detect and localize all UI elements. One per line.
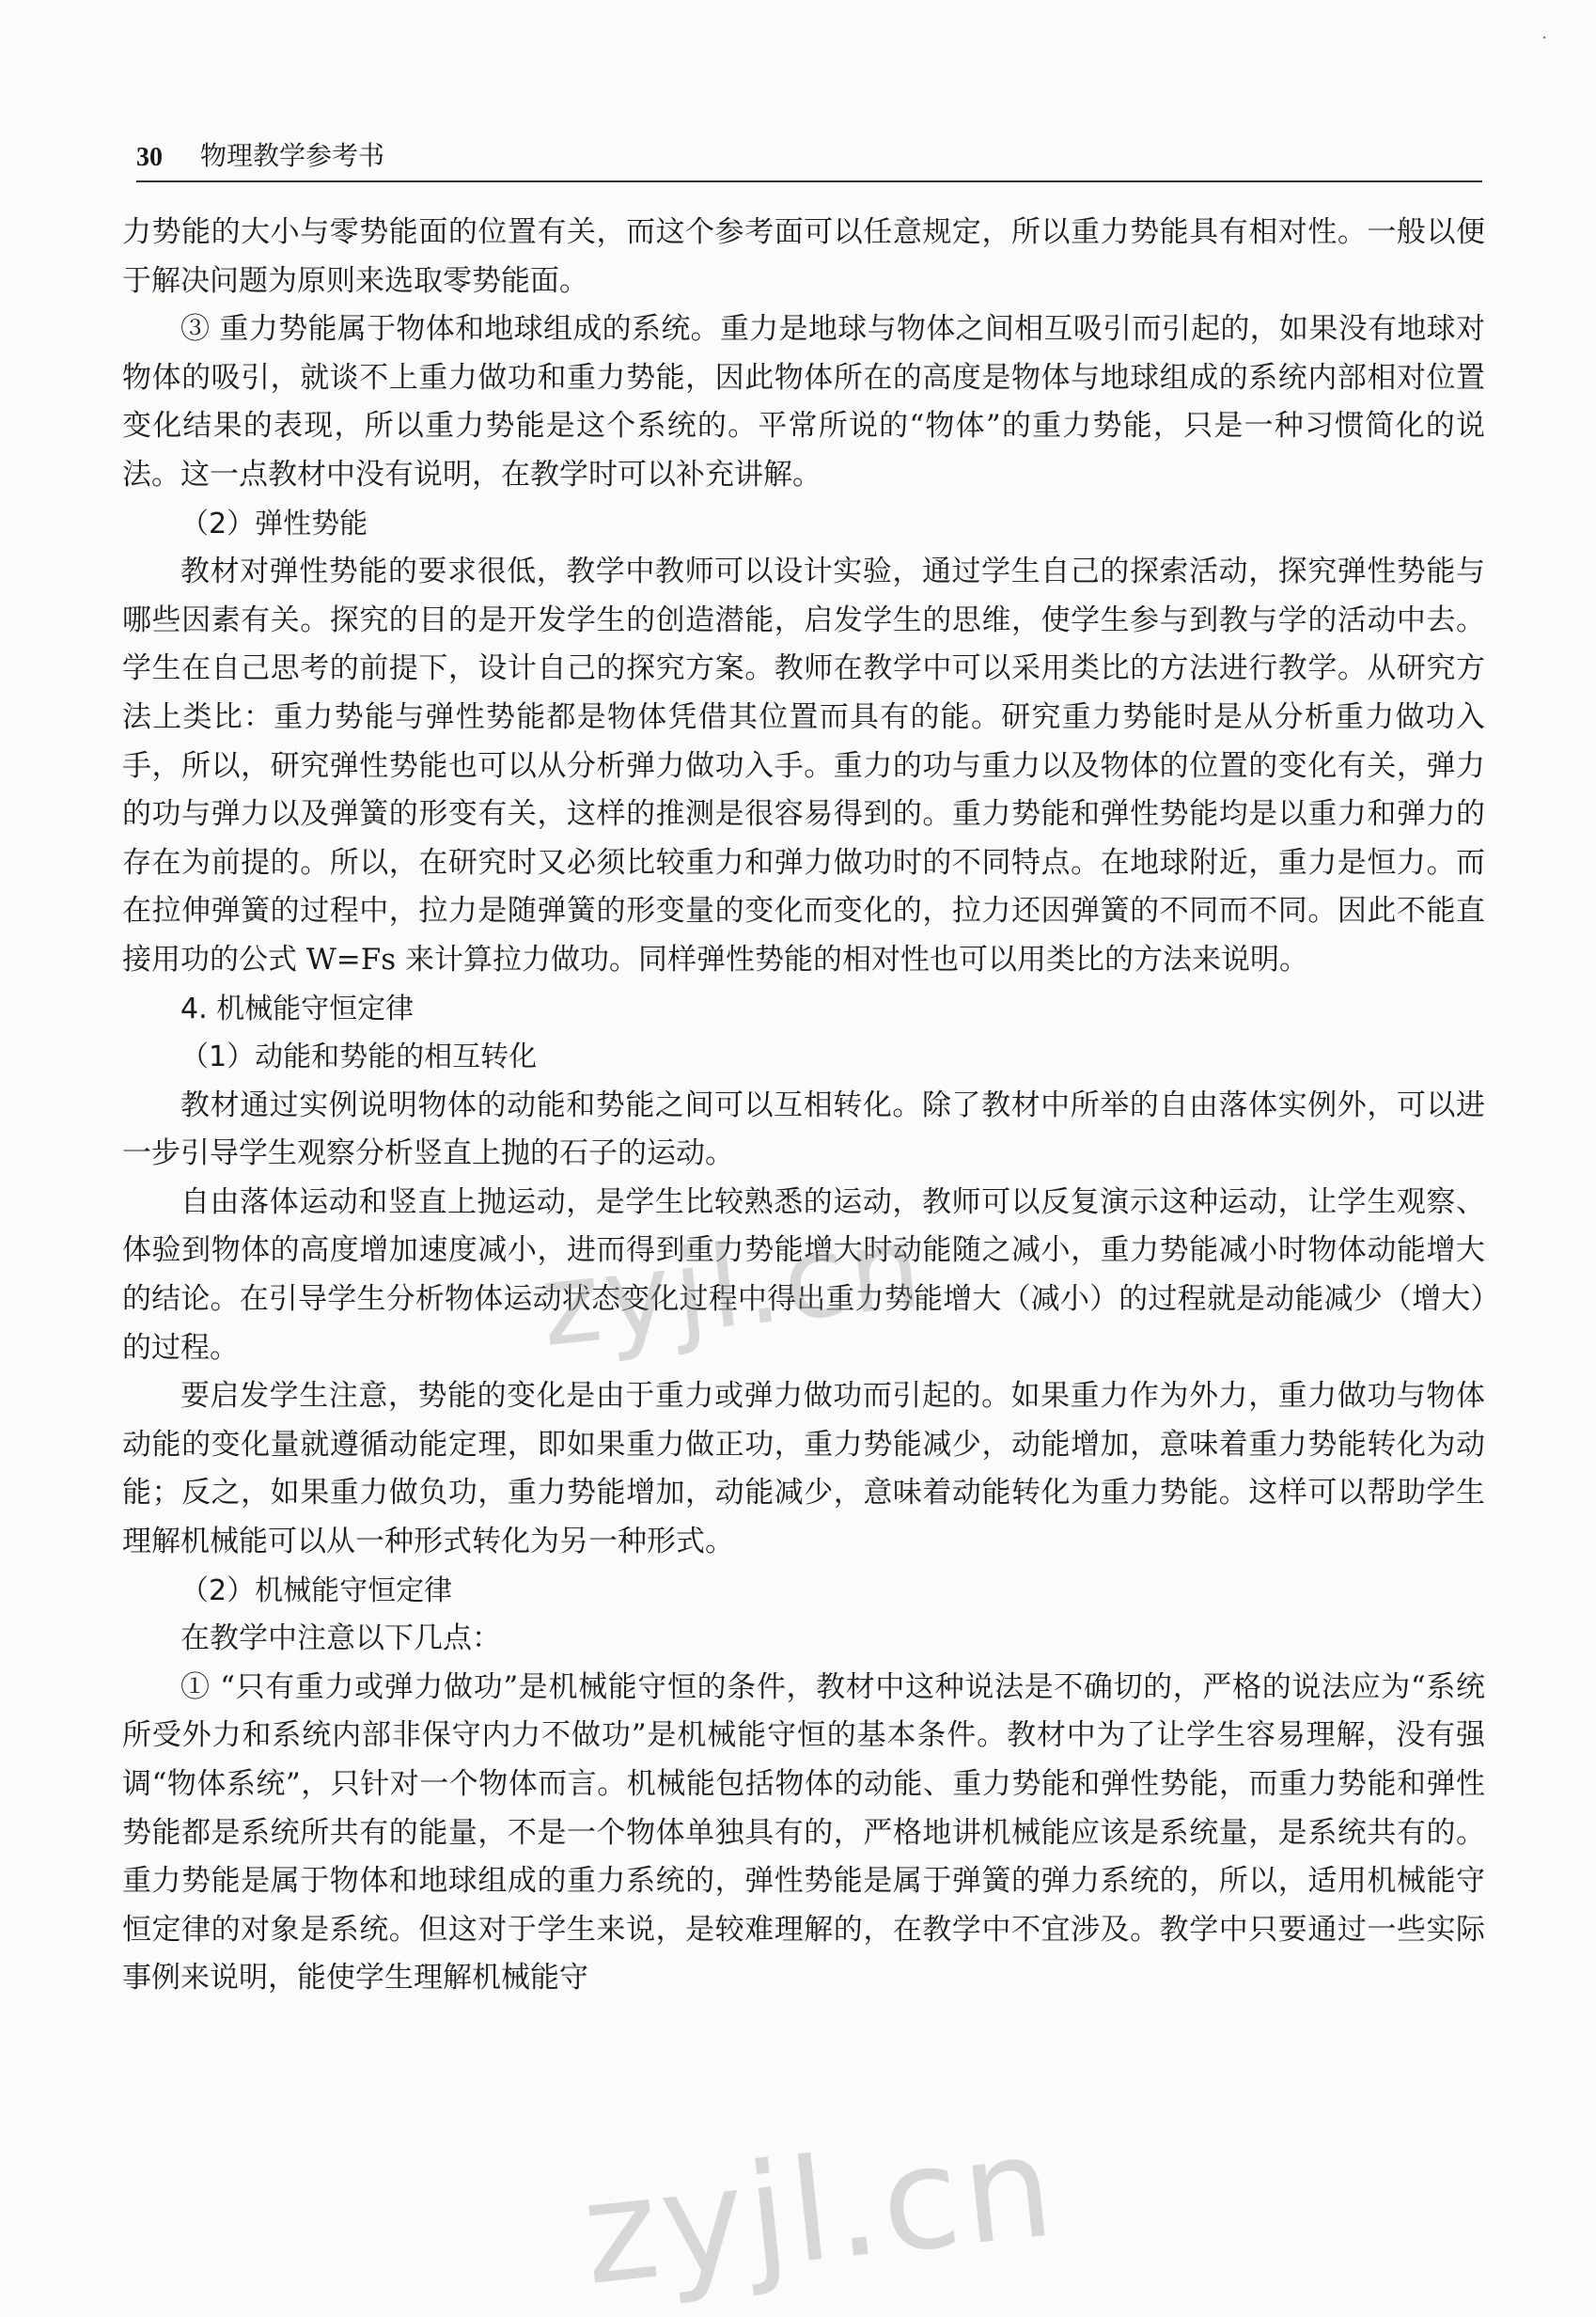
paragraph-2: ③ 重力势能属于物体和地球组成的系统。重力是地球与物体之间相互吸引而引起的，如果没有地球对物体的吸引，就谈不上重力做功和重力势能，因此物体所在的高度是物体与地球组成的系统内部相对位置变化结果的表现，所以重力势能是这个系统的。平常所说的“物体”的重力势能，只是一种习惯简化的说法。这一点教材中没有说明，在教学时可以补充讲解。: [122, 312, 1485, 492]
running-title: 物理教学参考书: [200, 140, 385, 171]
paragraph-8: ① “只有重力或弹力做功”是机械能守恒的条件，教材中这种说法是不确切的，严格的说法应为“系统所受外力和系统内部非保守内力不做功”是机械能守恒的基本条件。教材中为了让学生容易理解，没有强调“物体系统”，只针对一个物体而言。机械能包括物体的动能、重力势能和弹性势能，而重力势能和弹性势能都是系统所共有的能量，不是一个物体单独具有的，严格地讲机械能应该是系统量，是系统共有的。重力势能是属于物体和地球组成的重力系统的，弹性势能是属于弹簧的弹力系统的，所以，适用机械能守恒定律的对象是系统。但这对于学生来说，是较难理解的，在教学中不宜涉及。教学中只要通过一些实际事例来说明，能使学生理解机械能守: [122, 1669, 1485, 1996]
page-body: [122, 209, 1485, 2003]
paragraph-7: 在教学中注意以下几点：: [180, 1621, 501, 1656]
paragraph-4: 教材通过实例说明物体的动能和势能之间可以互相转化。除了教材中所举的自由落体实例外，可以进一步引导学生观察分析竖直上抛的石子的运动。: [122, 1088, 1485, 1171]
page-header: [136, 133, 1482, 182]
section-heading-4: 4. 机械能守恒定律: [180, 992, 415, 1025]
page-number: 30: [136, 143, 163, 172]
watermark-bottom: zyjl.cn: [575, 2105, 1064, 2317]
subheading-elastic-potential: （2）弹性势能: [180, 507, 368, 540]
paragraph-3: 教材对弹性势能的要求很低，教学中教师可以设计实验，通过学生自己的探索活动，探究弹性势能与哪些因素有关。探究的目的是开发学生的创造潜能，启发学生的思维，使学生参与到教与学的活动中去。学生在自己思考的前提下，设计自己的探究方案。教师在教学中可以采用类比的方法进行教学。从研究方法上类比：重力势能与弹性势能都是物体凭借其位置而具有的能。研究重力势能时是从分析重力做功入手，所以，研究弹性势能也可以从分析弹力做功入手。重力的功与重力以及物体的位置的变化有关，弹力的功与弹力以及弹簧的形变有关，这样的推测是很容易得到的。重力势能和弹性势能均是以重力和弹力的存在为前提的。所以，在研究时又必须比较重力和弹力做功时的不同特点。在地球附近，重力是恒力。而在拉伸弹簧的过程中，拉力是随弹簧的形变量的变化而变化的，拉力还因弹簧的不同而不同。因此不能直接用功的公式 W=Fs 来计算拉力做功。同样弹性势能的相对性也可以用类比的方法来说明。: [122, 555, 1485, 977]
corner-mark: ·: [1541, 28, 1547, 48]
paragraph-6: 要启发学生注意，势能的变化是由于重力或弹力做功而引起的。如果重力作为外力，重力做功与物体动能的变化量就遵循动能定理，即如果重力做正功，重力势能减少，动能增加，意味着重力势能转化为动能；反之，如果重力做负功，重力势能增加，动能减少，意味着动能转化为重力势能。这样可以帮助学生理解机械能可以从一种形式转化为另一种形式。: [122, 1379, 1485, 1559]
paragraph-1: 力势能的大小与零势能面的位置有关，而这个参考面可以任意规定，所以重力势能具有相对性。一般以便于解决问题为原则来选取零势能面。: [122, 215, 1485, 298]
paragraph-5: 自由落体运动和竖直上抛运动，是学生比较熟悉的运动，教师可以反复演示这种运动，让学生观察、体验到物体的高度增加速度减小，进而得到重力势能增大时动能随之减小，重力势能减小时物体动能增大的结论。在引导学生分析物体运动状态变化过程中得出重力势能增大（减小）的过程就是动能减少（增大）的过程。: [122, 1184, 1485, 1365]
subheading-conservation-law: （2）机械能守恒定律: [180, 1573, 453, 1607]
watermark-top: zyjl.cn: [534, 1202, 931, 1372]
subheading-energy-conversion: （1）动能和势能的相互转化: [180, 1041, 538, 1074]
